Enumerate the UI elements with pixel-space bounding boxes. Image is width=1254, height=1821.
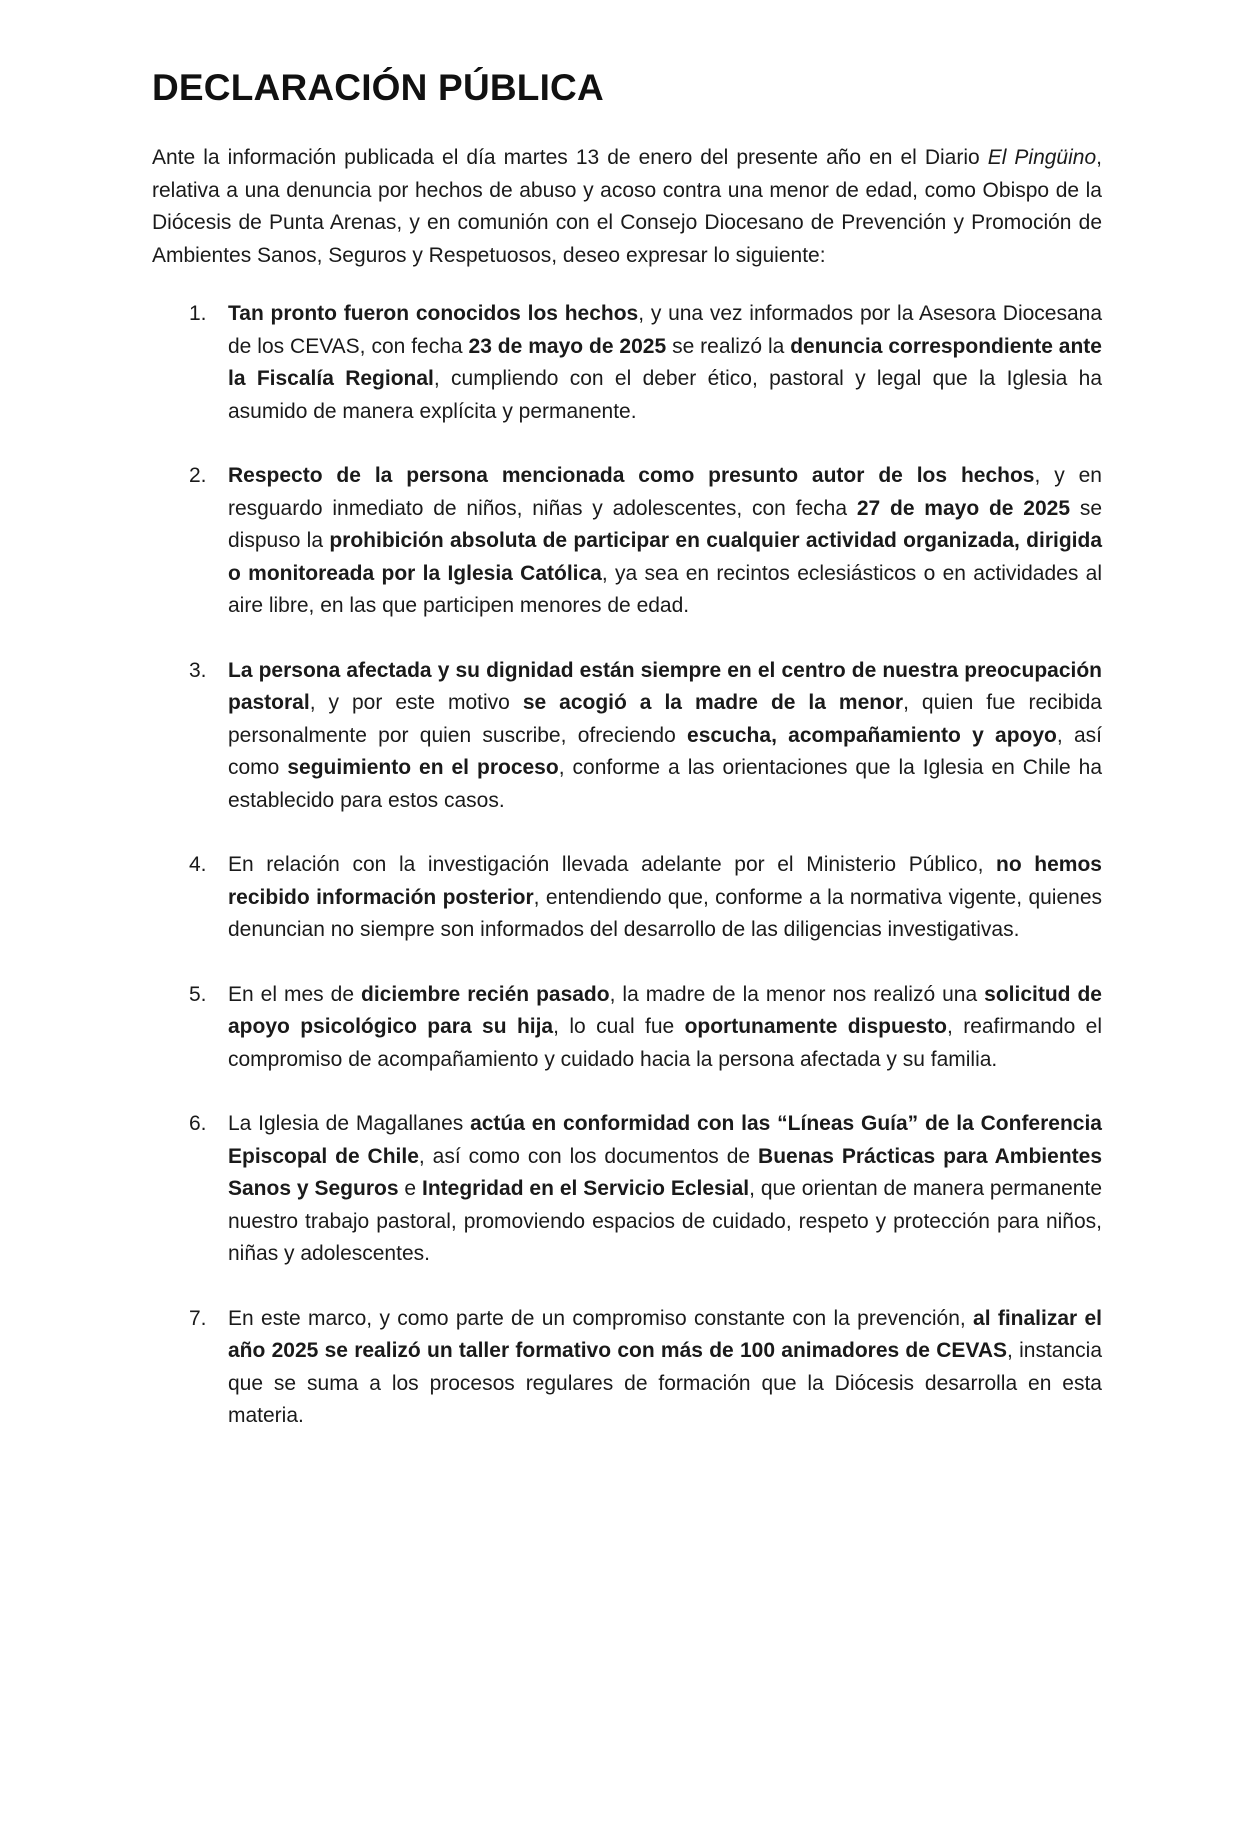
text-segment: , reafirmando el compromiso de acompañamiento y cuidado hacia la persona afectada y su familia. bbox=[228, 1015, 1102, 1071]
text-segment: , entendiendo que, conforme a la normativa vigente, quienes denuncian no siempre son informados del desarrollo de las diligencias investigativas. bbox=[228, 885, 1103, 941]
text-segment: , así como con los documentos de bbox=[418, 1144, 759, 1168]
text-segment: Integridad en el Servicio Eclesial bbox=[422, 1177, 750, 1200]
text-segment: Buenas Prácticas para Ambientes Sanos y Seguros bbox=[228, 1144, 1102, 1200]
list-item bbox=[152, 1108, 1102, 1271]
intro-text-2: , relativa a una denuncia por hechos de abuso y acoso contra una menor de edad, como Obispo de la Diócesis de Punta Arenas, y en comunión con el Consejo Diocesano de Prevención y Promoción de Ambientes Sanos, Seguros y Respetuosos, deseo expresar lo siguiente: bbox=[152, 146, 1102, 267]
text-segment: no hemos recibido información posterior bbox=[228, 853, 1102, 909]
text-segment: , conforme a las orientaciones que la Iglesia en Chile ha establecido para estos casos. bbox=[228, 756, 1103, 812]
text-segment: se acogió a la madre de la menor bbox=[522, 691, 904, 714]
list-item-number: 7. bbox=[189, 1306, 207, 1330]
list-item bbox=[152, 1303, 1102, 1433]
text-segment: oportunamente dispuesto bbox=[684, 1015, 947, 1038]
text-segment: 27 de mayo de 2025 bbox=[856, 496, 1071, 520]
text-segment: , instancia que se suma a los procesos regulares de formación que la Diócesis desarrolla en esta materia. bbox=[228, 1339, 1102, 1427]
list-item-number: 1. bbox=[189, 302, 207, 325]
list-item bbox=[152, 849, 1102, 947]
numbered-list bbox=[152, 298, 1102, 1433]
list-item-number: 3. bbox=[189, 658, 207, 682]
newspaper-name: El Pingüino bbox=[987, 146, 1097, 169]
text-segment: prohibición absoluta de participar en cualquier actividad organizada, dirigida o monitoreada por la Iglesia Católica bbox=[228, 529, 1102, 585]
text-segment: actúa en conformidad con las “Líneas Guía” de la Conferencia Episcopal de Chile bbox=[228, 1112, 1102, 1168]
text-segment: al finalizar el año 2025 se realizó un taller formativo con más de 100 animadores de CEVAS bbox=[228, 1306, 1102, 1362]
text-segment: La persona afectada y su dignidad están siempre en el centro de nuestra preocupación pastoral bbox=[228, 658, 1102, 714]
list-item-number: 6. bbox=[189, 1112, 207, 1135]
text-segment: , la madre de la menor nos realizó una bbox=[609, 982, 985, 1006]
text-segment: , y por este motivo bbox=[309, 691, 523, 714]
list-item bbox=[152, 460, 1102, 623]
text-segment: denuncia correspondiente ante la Fiscalía Regional bbox=[228, 334, 1102, 390]
text-segment: Tan pronto fueron conocidos los hechos bbox=[228, 302, 639, 325]
list-item-number: 2. bbox=[189, 464, 207, 487]
text-segment: solicitud de apoyo psicológico para su hija bbox=[228, 982, 1102, 1038]
intro-paragraph bbox=[152, 142, 1102, 272]
text-segment: En este marco, y como parte de un compromiso constante con la prevención, bbox=[228, 1306, 974, 1330]
text-segment: , así como bbox=[228, 723, 1102, 779]
intro-text-1: Ante la información publicada el día martes 13 de enero del presente año en el Diario bbox=[152, 146, 988, 169]
text-segment: , que orientan de manera permanente nuestro trabajo pastoral, promoviendo espacios de cuidado, respeto y protección para niños, niñas y adolescentes. bbox=[228, 1177, 1102, 1265]
text-segment: , lo cual fue bbox=[553, 1015, 685, 1038]
list-item bbox=[152, 655, 1102, 818]
text-segment: se realizó la bbox=[666, 334, 791, 358]
text-segment: seguimiento en el proceso bbox=[287, 756, 559, 779]
text-segment: La Iglesia de Magallanes bbox=[228, 1112, 471, 1135]
text-segment: 23 de mayo de 2025 bbox=[468, 334, 667, 358]
text-segment: , quien fue recibida personalmente por quien suscribe, ofreciendo bbox=[228, 691, 1102, 747]
text-segment: , ya sea en recintos eclesiásticos o en actividades al aire libre, en las que participen menores de edad. bbox=[228, 561, 1102, 617]
list-item bbox=[152, 298, 1102, 428]
text-segment: En el mes de bbox=[228, 982, 362, 1006]
text-segment: , y una vez informados por la Asesora Diocesana de los CEVAS, con fecha bbox=[228, 302, 1103, 358]
list-item-number: 4. bbox=[189, 853, 207, 876]
text-segment: Respecto de la persona mencionada como presunto autor de los hechos bbox=[228, 464, 1035, 487]
list-item-number: 5. bbox=[189, 982, 207, 1006]
document-page bbox=[152, 62, 1102, 1465]
text-segment: , cumpliendo con el deber ético, pastoral y legal que la Iglesia ha asumido de manera explícita y permanente. bbox=[228, 367, 1102, 423]
text-segment: escucha, acompañamiento y apoyo bbox=[687, 723, 1057, 747]
text-segment: En relación con la investigación llevada adelante por el Ministerio Público, bbox=[228, 853, 997, 876]
text-segment: diciembre recién pasado bbox=[361, 982, 610, 1006]
text-segment: e bbox=[398, 1177, 423, 1200]
text-segment: , y en resguardo inmediato de niños, niñas y adolescentes, con fecha bbox=[228, 464, 1102, 520]
page-title: DECLARACIÓN PÚBLICA bbox=[152, 67, 604, 108]
list-item bbox=[152, 979, 1102, 1077]
text-segment: se dispuso la bbox=[228, 496, 1103, 552]
